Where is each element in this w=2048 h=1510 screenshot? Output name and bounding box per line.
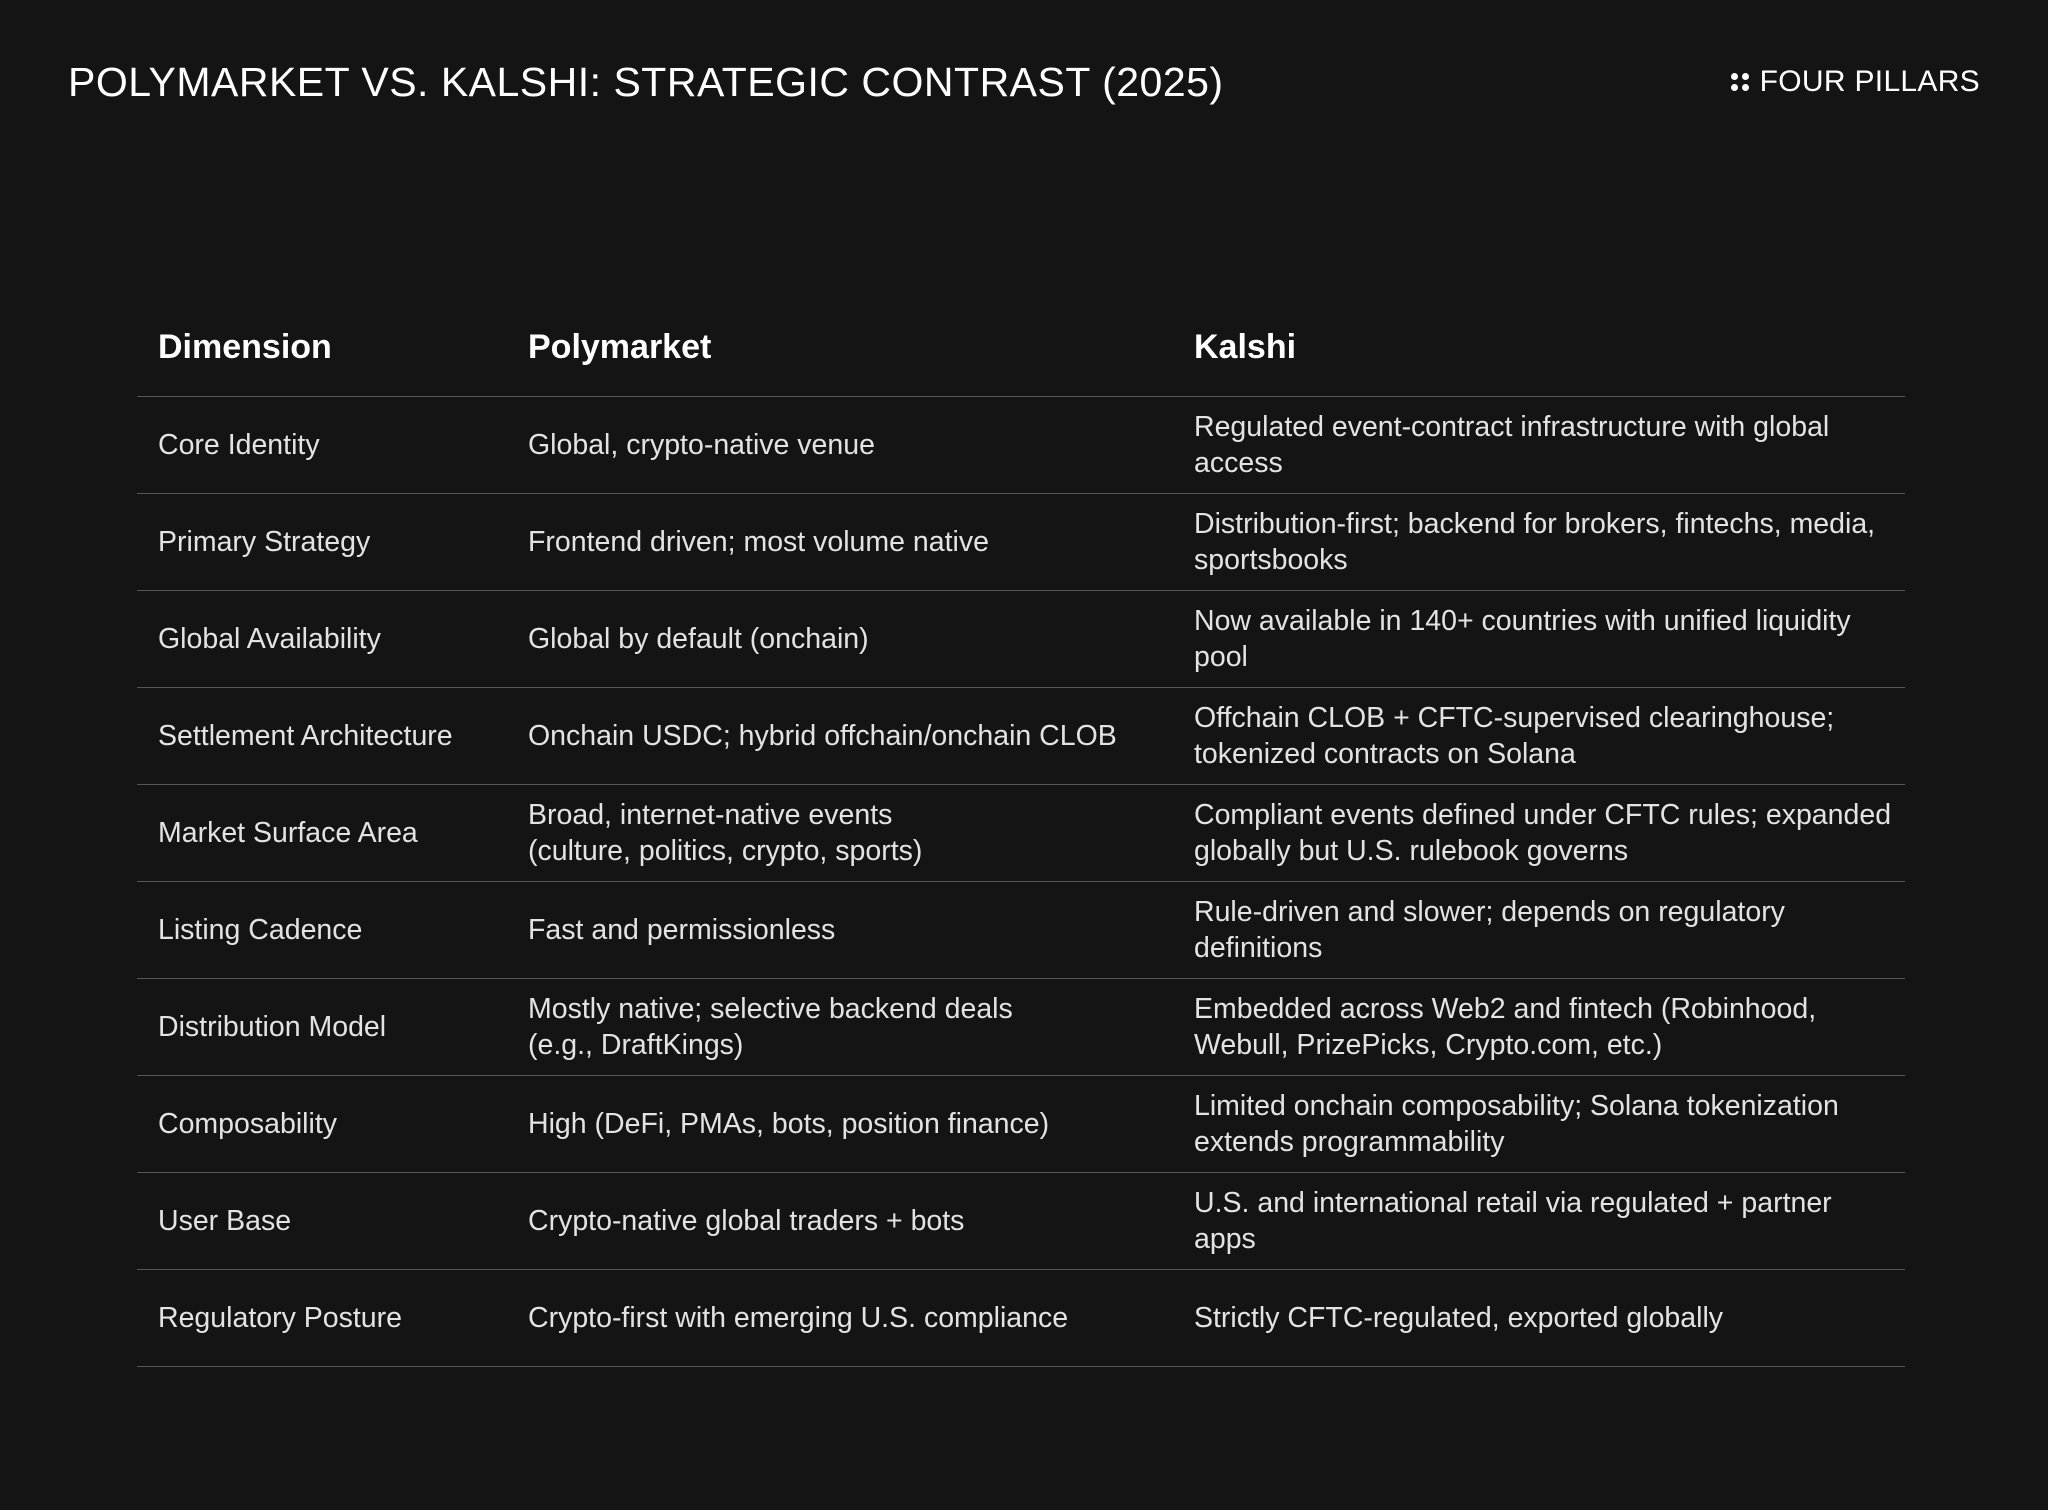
table-row <box>137 785 1905 882</box>
dimension-cell: Regulatory Posture <box>158 1302 402 1334</box>
dimension-cell: User Base <box>158 1205 292 1237</box>
column-header-kalshi: Kalshi <box>1194 327 1297 366</box>
kalshi-cell: Distribution-first; backend for brokers, fintechs, media, sportsbooks <box>1194 508 1876 576</box>
dimension-cell: Settlement Architecture <box>158 720 453 752</box>
polymarket-cell: Global, crypto-native venue <box>528 429 875 461</box>
table-row <box>137 882 1905 979</box>
kalshi-cell: Limited onchain composability; Solana tokenization extends programmability <box>1194 1090 1839 1158</box>
kalshi-cell: Rule-driven and slower; depends on regulatory definitions <box>1194 896 1785 964</box>
comparison-table <box>137 298 1905 1367</box>
dimension-cell: Primary Strategy <box>158 526 371 558</box>
table-body <box>137 397 1905 1367</box>
column-header-polymarket: Polymarket <box>528 327 712 366</box>
polymarket-cell: Mostly native; selective backend deals (e.g., DraftKings) <box>528 993 1013 1061</box>
table-row <box>137 688 1905 785</box>
polymarket-cell: Fast and permissionless <box>528 914 836 946</box>
polymarket-cell: High (DeFi, PMAs, bots, position finance) <box>528 1108 1050 1140</box>
table-row <box>137 979 1905 1076</box>
polymarket-cell: Onchain USDC; hybrid offchain/onchain CLOB <box>528 720 1117 752</box>
dimension-cell: Core Identity <box>158 429 320 461</box>
kalshi-cell: Offchain CLOB + CFTC-supervised clearinghouse; tokenized contracts on Solana <box>1194 702 1835 770</box>
table-row <box>137 1270 1905 1367</box>
page-title: POLYMARKET VS. KALSHI: STRATEGIC CONTRAST (2025) <box>68 59 1224 105</box>
dimension-cell: Market Surface Area <box>158 817 418 849</box>
brand-name: FOUR PILLARS <box>1759 65 1980 98</box>
polymarket-cell: Crypto-native global traders + bots <box>528 1205 965 1237</box>
table-row <box>137 397 1905 494</box>
kalshi-cell: Regulated event-contract infrastructure with global access <box>1194 411 1830 479</box>
table-row <box>137 494 1905 591</box>
brand-logo <box>1731 64 1980 100</box>
table-row <box>137 1076 1905 1173</box>
kalshi-cell: Compliant events defined under CFTC rules; expanded globally but U.S. rulebook governs <box>1194 799 1892 867</box>
polymarket-cell: Global by default (onchain) <box>528 623 869 655</box>
four-dots-icon <box>1731 73 1749 91</box>
polymarket-cell: Crypto-first with emerging U.S. compliance <box>528 1302 1069 1334</box>
kalshi-cell: U.S. and international retail via regulated + partner apps <box>1194 1187 1832 1255</box>
dimension-cell: Distribution Model <box>158 1011 387 1043</box>
dimension-cell: Listing Cadence <box>158 914 363 946</box>
kalshi-cell: Strictly CFTC-regulated, exported globally <box>1194 1302 1724 1334</box>
kalshi-cell: Now available in 140+ countries with unified liquidity pool <box>1194 605 1851 673</box>
table-row <box>137 591 1905 688</box>
dimension-cell: Global Availability <box>158 623 381 655</box>
dimension-cell: Composability <box>158 1108 337 1140</box>
table-row <box>137 1173 1905 1270</box>
polymarket-cell: Frontend driven; most volume native <box>528 526 989 558</box>
kalshi-cell: Embedded across Web2 and fintech (Robinhood, Webull, PrizePicks, Crypto.com, etc.) <box>1194 993 1817 1061</box>
table-header <box>137 298 1905 397</box>
polymarket-cell: Broad, internet-native events (culture, politics, crypto, sports) <box>528 799 923 867</box>
column-header-dimension: Dimension <box>158 327 332 366</box>
